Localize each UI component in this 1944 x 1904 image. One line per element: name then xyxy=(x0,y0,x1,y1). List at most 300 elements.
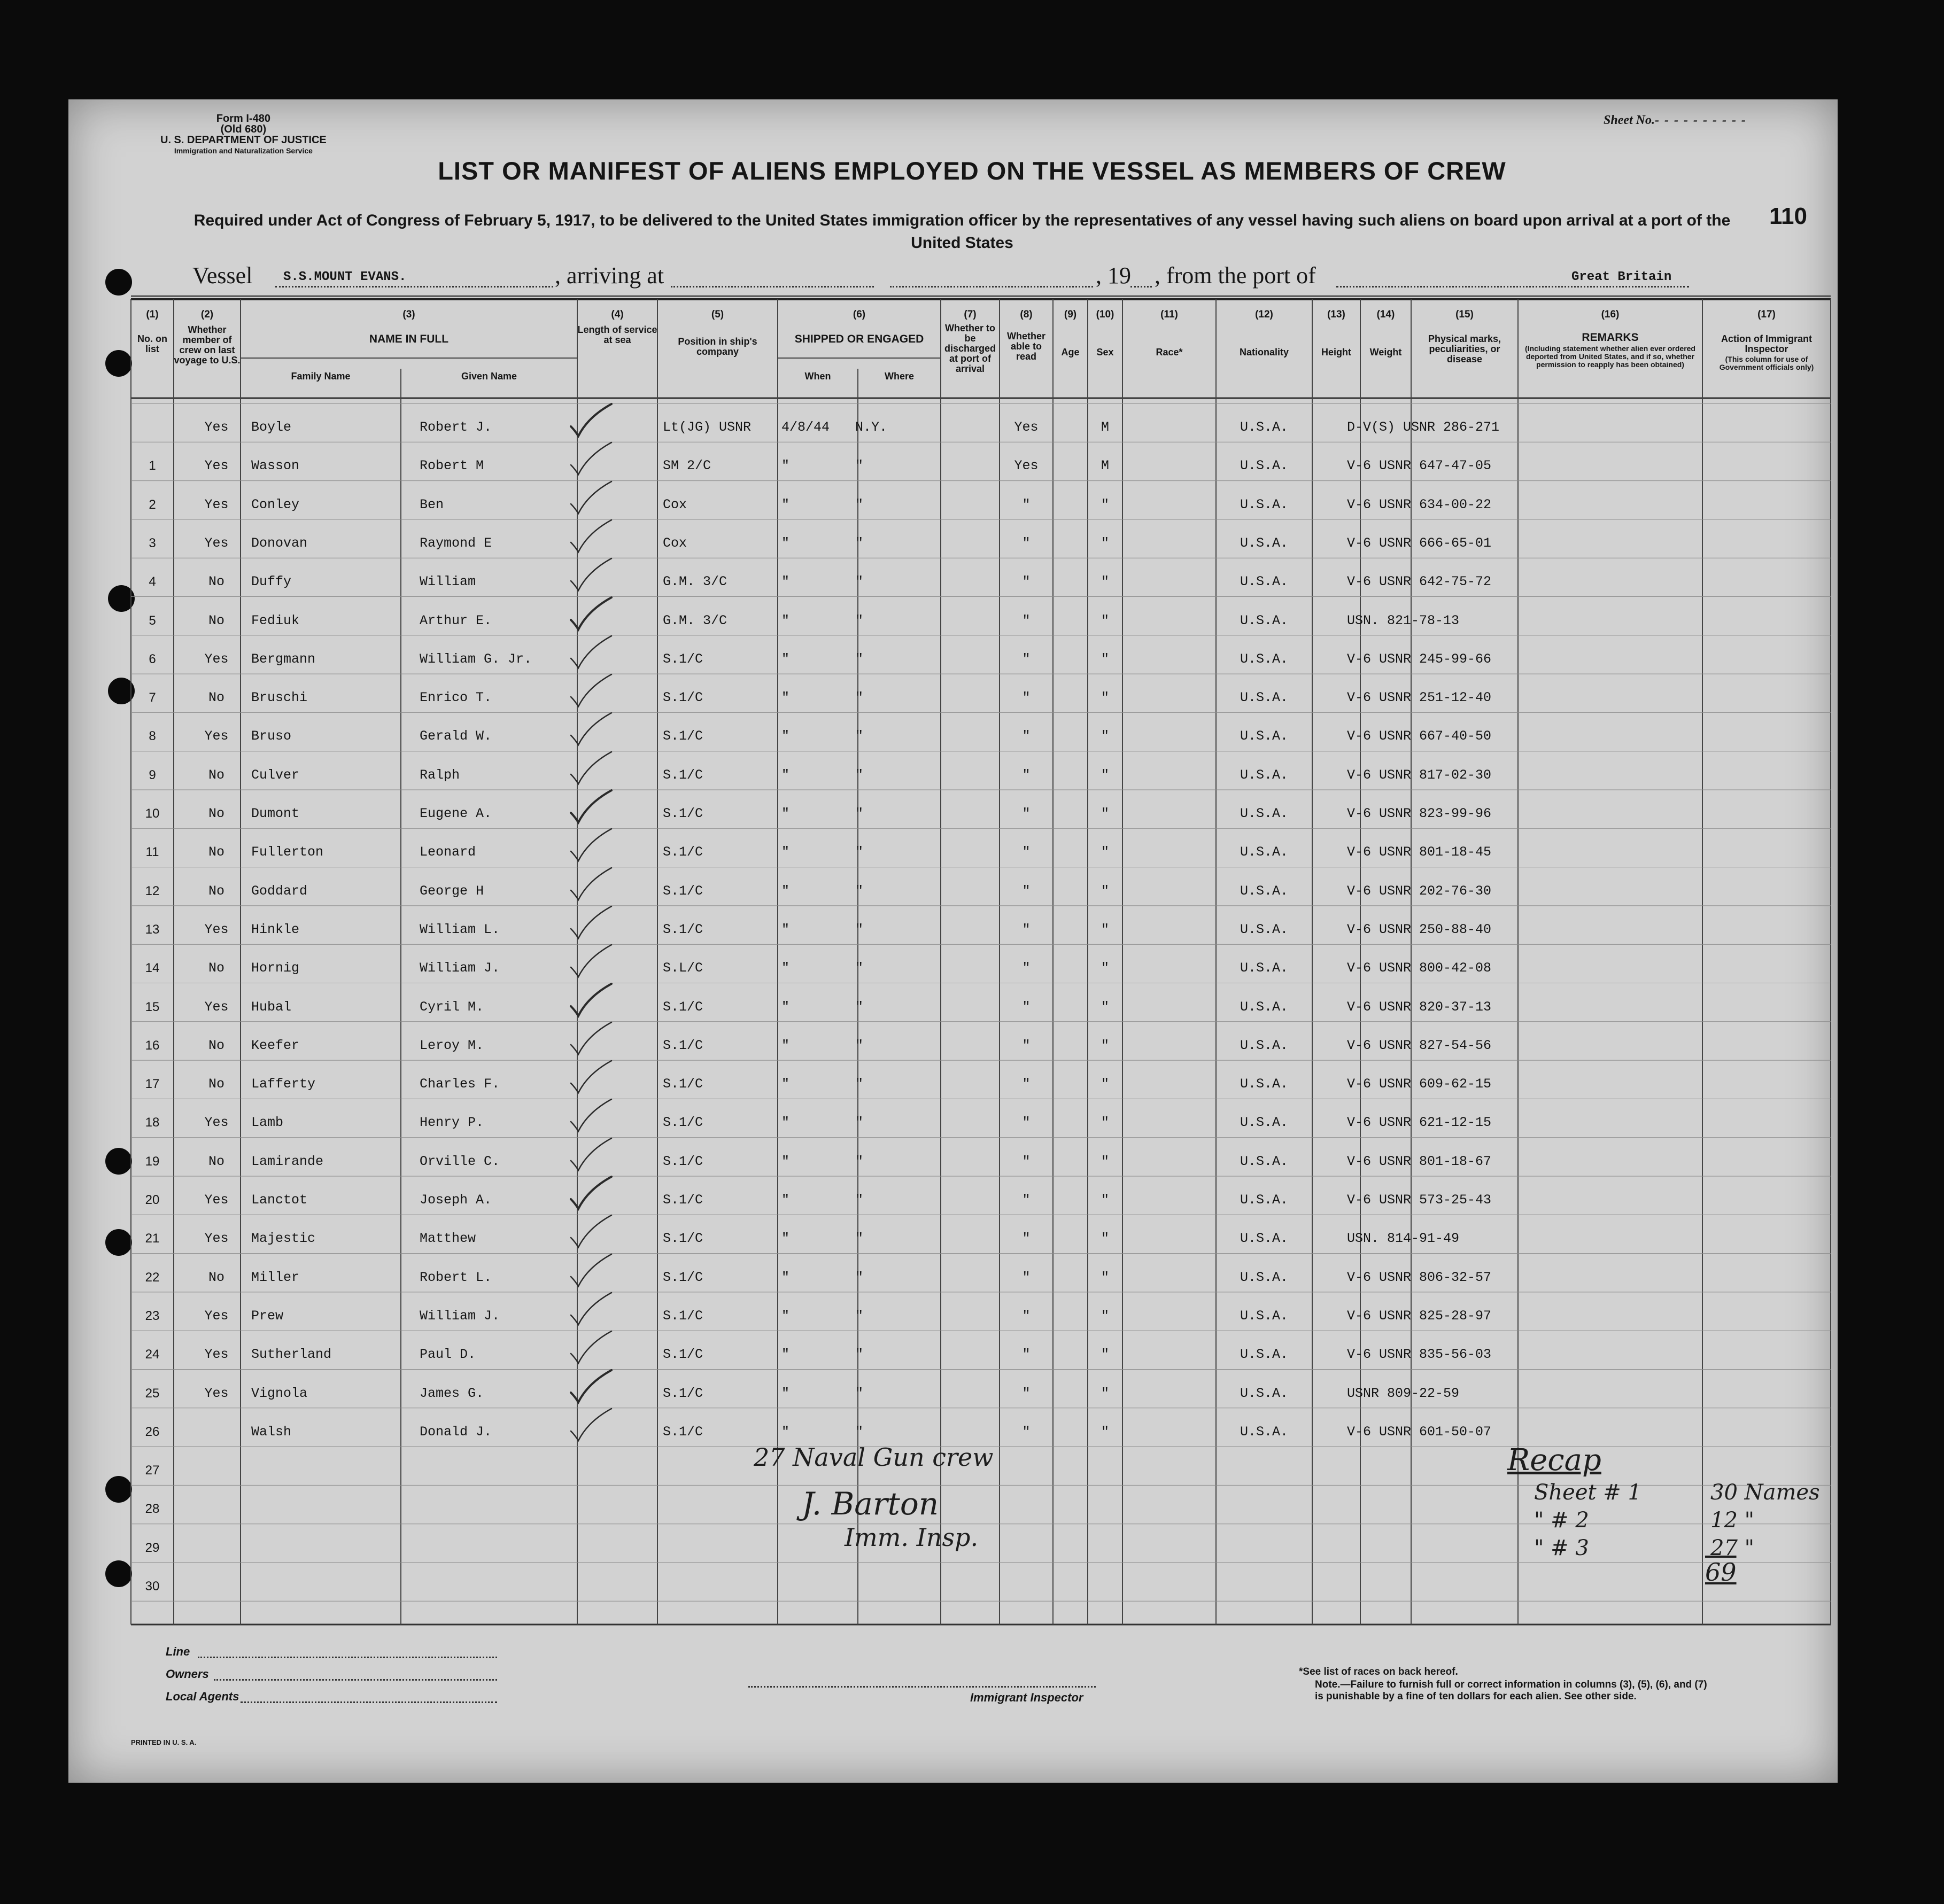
row-number: 27 xyxy=(145,1463,160,1478)
punch-hole xyxy=(105,269,132,296)
check-mark xyxy=(567,865,615,902)
cell-given: Orville C. xyxy=(420,1153,500,1169)
cell-given: Donald J. xyxy=(420,1424,492,1440)
cell-when: " xyxy=(781,883,790,899)
row-number: 16 xyxy=(145,1038,160,1053)
cell-prev: No xyxy=(208,1153,224,1169)
column-header-where: Where xyxy=(884,371,914,382)
cell-given: William J. xyxy=(420,960,500,976)
cell-where: " xyxy=(855,1192,864,1208)
cell-family: Sutherland xyxy=(251,1347,332,1363)
cell-given: Cyril M. xyxy=(420,999,484,1015)
column-number: (9) xyxy=(1064,309,1077,320)
cell-prev: Yes xyxy=(204,419,229,435)
cell-prev: No xyxy=(208,690,224,706)
cell-position: S.1/C xyxy=(663,844,703,860)
cell-read: Yes xyxy=(1014,419,1039,435)
cell-nationality: U.S.A. xyxy=(1240,1308,1288,1324)
row-number: 7 xyxy=(149,690,156,705)
cell-service: V-6 USNR 817-02-30 xyxy=(1347,767,1492,783)
column-header-height: Height xyxy=(1321,347,1351,358)
cell-service: V-6 USNR 801-18-67 xyxy=(1347,1153,1492,1169)
cell-given: Leonard xyxy=(420,844,476,860)
cell-position: S.1/C xyxy=(663,999,703,1015)
column-header-shipped-or-engaged: SHIPPED OR ENGAGED xyxy=(794,333,924,345)
cell-nationality xyxy=(1216,1537,1312,1559)
cell-read: " xyxy=(1022,767,1031,783)
cell-prev: No xyxy=(208,960,224,976)
cell-where: " xyxy=(855,1076,864,1092)
row-number: 1 xyxy=(149,458,156,473)
row-number: 4 xyxy=(149,574,156,589)
form-old-number: (Old 680) xyxy=(220,123,267,135)
cell-when: " xyxy=(781,1192,790,1208)
cell-position: S.1/C xyxy=(663,1115,703,1131)
cell-sex xyxy=(1088,1460,1122,1481)
cell-when: " xyxy=(781,806,790,821)
cell-sex: " xyxy=(1101,1269,1109,1285)
cell-service: V-6 USNR 609-62-15 xyxy=(1347,1076,1492,1092)
cell-read xyxy=(1000,1576,1053,1597)
cell-given: Paul D. xyxy=(420,1347,476,1363)
cell-when: " xyxy=(781,1347,790,1363)
cell-position: S.1/C xyxy=(663,1153,703,1169)
cell-nationality: U.S.A. xyxy=(1240,1115,1288,1131)
cell-read: " xyxy=(1022,1347,1031,1363)
cell-prev: Yes xyxy=(204,535,229,551)
cell-when: " xyxy=(781,844,790,860)
row-number xyxy=(131,417,174,438)
cell-family: Bruschi xyxy=(251,690,308,706)
cell-service: V-6 USNR 801-18-45 xyxy=(1347,844,1492,860)
row-number: 25 xyxy=(145,1386,160,1401)
cell-family: Prew xyxy=(251,1308,284,1324)
check-mark xyxy=(567,671,615,709)
cell-family: Boyle xyxy=(251,419,292,435)
cell-read: Yes xyxy=(1014,458,1039,474)
cell-where: " xyxy=(855,1231,864,1247)
cell-nationality: U.S.A. xyxy=(1240,612,1288,628)
cell-where: " xyxy=(855,574,864,590)
recap-count: 27 " xyxy=(1710,1536,1755,1560)
handwritten-note: 27 Naval Gun crew xyxy=(754,1443,994,1472)
cell-read: " xyxy=(1022,806,1031,821)
cell-read: " xyxy=(1022,496,1031,512)
cell-family: Duffy xyxy=(251,574,292,590)
cell-where: " xyxy=(855,1347,864,1363)
cell-family: Walsh xyxy=(251,1424,292,1440)
column-number: (13) xyxy=(1327,309,1345,320)
cell-family: Keefer xyxy=(251,1037,300,1053)
column-header-discharged: Whether to be discharged at port of arrival xyxy=(944,323,996,374)
cell-family: Fediuk xyxy=(251,612,300,628)
cell-service: USN. 821-78-13 xyxy=(1347,612,1460,628)
cell-position: S.1/C xyxy=(663,767,703,783)
cell-nationality: U.S.A. xyxy=(1240,883,1288,899)
cell-given: Leroy M. xyxy=(420,1037,484,1053)
check-mark xyxy=(567,710,615,747)
cell-prev: Yes xyxy=(204,651,229,667)
service-name: Immigration and Naturalization Service xyxy=(174,146,313,155)
cell-prev xyxy=(182,1460,251,1481)
cell-given: Charles F. xyxy=(420,1076,500,1092)
inspector-signature: J. Barton xyxy=(802,1486,939,1522)
cell-prev: Yes xyxy=(204,1347,229,1363)
cell-service: USNR 809-22-59 xyxy=(1347,1385,1460,1401)
cell-family: Dumont xyxy=(251,806,300,821)
cell-position: S.1/C xyxy=(663,1192,703,1208)
check-mark xyxy=(567,942,615,979)
cell-read: " xyxy=(1022,883,1031,899)
cell-where: " xyxy=(855,844,864,860)
cell-read: " xyxy=(1022,1153,1031,1169)
owners-label: Owners xyxy=(166,1667,209,1681)
column-header-inspector-note: (This column for use of Government officials only) xyxy=(1719,355,1814,371)
cell-prev: Yes xyxy=(204,728,229,744)
cell-sex: " xyxy=(1101,883,1109,899)
column-header-nationality: Nationality xyxy=(1239,347,1289,358)
cell-family: Wasson xyxy=(251,458,300,474)
page-subtitle: Required under Act of Congress of February 5, 1917, to be delivered to the United States immigration officer by the representatives of any vessel having such aliens on board upon arrival at a port of the United States xyxy=(193,212,1731,252)
cell-where: " xyxy=(855,690,864,706)
page-title: LIST OR MANIFEST OF ALIENS EMPLOYED ON THE VESSEL AS MEMBERS OF CREW xyxy=(438,157,1506,185)
check-mark xyxy=(567,1251,615,1288)
cell-read xyxy=(1000,1498,1053,1520)
form-number: Form I-480 xyxy=(216,113,270,125)
column-number: (12) xyxy=(1255,309,1273,320)
cell-where: " xyxy=(855,1037,864,1053)
cell-where: " xyxy=(855,1424,864,1440)
cell-read: " xyxy=(1022,1115,1031,1131)
cell-when: " xyxy=(781,458,790,474)
inspector-signature-title: Imm. Insp. xyxy=(845,1523,979,1552)
cell-service: V-6 USNR 647-47-05 xyxy=(1347,458,1492,474)
cell-position: S.1/C xyxy=(663,1385,703,1401)
cell-service: V-6 USNR 806-32-57 xyxy=(1347,1269,1492,1285)
column-header-inspector-action: Action of Immigrant Inspector xyxy=(1721,333,1812,354)
department-name: U. S. DEPARTMENT OF JUSTICE xyxy=(160,134,327,146)
column-header-position: Position in ship's company xyxy=(678,336,757,357)
cell-position: G.M. 3/C xyxy=(663,612,727,628)
cell-service: V-6 USNR 251-12-40 xyxy=(1347,690,1492,706)
cell-sex: " xyxy=(1101,1037,1109,1053)
column-header-sex: Sex xyxy=(1096,347,1114,358)
cell-where: " xyxy=(855,883,864,899)
cell-service: V-6 USNR 666-65-01 xyxy=(1347,535,1492,551)
cell-nationality: U.S.A. xyxy=(1240,1192,1288,1208)
cell-where: " xyxy=(855,767,864,783)
cell-when: " xyxy=(781,999,790,1015)
cell-family: Hornig xyxy=(251,960,300,976)
cell-given: Ben xyxy=(420,496,444,512)
cell-service: V-6 USNR 835-56-03 xyxy=(1347,1347,1492,1363)
cell-nationality: U.S.A. xyxy=(1240,767,1288,783)
row-number: 12 xyxy=(145,883,160,898)
cell-when: " xyxy=(781,612,790,628)
check-mark xyxy=(567,1135,615,1172)
column-number: (10) xyxy=(1096,309,1114,320)
cell-family: Bergmann xyxy=(251,651,316,667)
cell-read: " xyxy=(1022,1269,1031,1285)
cell-sex: " xyxy=(1101,535,1109,551)
punch-hole xyxy=(105,1229,132,1256)
cell-position: S.1/C xyxy=(663,728,703,744)
cell-nationality xyxy=(1216,1460,1312,1481)
row-number: 17 xyxy=(145,1077,160,1092)
cell-prev: Yes xyxy=(204,496,229,512)
cell-position: Cox xyxy=(663,496,687,512)
column-number: (3) xyxy=(402,309,415,320)
cell-given: George H xyxy=(420,883,484,899)
penalty-note: Note.—Failure to furnish full or correct information in columns (3), (5), (6), and (7) is punishable by a fine of ten dollars for each alien. See other side. xyxy=(1315,1679,1707,1702)
column-number: (14) xyxy=(1376,309,1395,320)
row-number: 10 xyxy=(145,806,160,821)
row-number: 20 xyxy=(145,1193,160,1207)
cell-nationality: U.S.A. xyxy=(1240,1231,1288,1247)
cell-nationality: U.S.A. xyxy=(1240,921,1288,937)
cell-position: S.1/C xyxy=(663,883,703,899)
cell-read: " xyxy=(1022,1385,1031,1401)
cell-sex: " xyxy=(1101,728,1109,744)
cell-sex: " xyxy=(1101,921,1109,937)
cell-nationality: U.S.A. xyxy=(1240,1385,1288,1401)
cell-family: Hubal xyxy=(251,999,292,1015)
cell-read xyxy=(1000,1460,1053,1481)
cell-service: V-6 USNR 202-76-30 xyxy=(1347,883,1492,899)
cell-when: " xyxy=(781,1424,790,1440)
cell-given: Joseph A. xyxy=(420,1192,492,1208)
cell-when: 4/8/44 xyxy=(781,419,830,435)
check-mark xyxy=(567,981,615,1018)
cell-family: Lamb xyxy=(251,1115,284,1131)
cell-prev xyxy=(182,1498,251,1520)
cell-nationality: U.S.A. xyxy=(1240,728,1288,744)
recap-count: 30 Names xyxy=(1710,1480,1820,1505)
check-mark xyxy=(567,1174,615,1211)
cell-where: " xyxy=(855,1308,864,1324)
cell-sex: " xyxy=(1101,1424,1109,1440)
year-label: , 19 xyxy=(1096,262,1131,289)
vessel-label: Vessel xyxy=(192,262,253,289)
cell-read: " xyxy=(1022,1192,1031,1208)
cell-position: S.1/C xyxy=(663,690,703,706)
check-mark xyxy=(567,517,615,554)
check-mark xyxy=(567,401,615,438)
cell-given: Henry P. xyxy=(420,1115,484,1131)
row-number: 11 xyxy=(145,845,159,860)
cell-sex: " xyxy=(1101,1153,1109,1169)
column-number: (7) xyxy=(964,309,977,320)
row-number: 22 xyxy=(145,1270,160,1285)
column-number: (11) xyxy=(1160,309,1178,320)
cell-sex: " xyxy=(1101,496,1109,512)
column-number: (2) xyxy=(200,309,214,320)
cell-position: S.1/C xyxy=(663,651,703,667)
cell-prev: No xyxy=(208,883,224,899)
cell-family: Hinkle xyxy=(251,921,300,937)
column-header-remarks: REMARKS xyxy=(1582,331,1639,344)
cell-prev: Yes xyxy=(204,1308,229,1324)
races-note: *See list of races on back hereof. xyxy=(1299,1666,1458,1677)
cell-position: Cox xyxy=(663,535,687,551)
cell-service: V-6 USNR 642-75-72 xyxy=(1347,574,1492,590)
cell-given: William xyxy=(420,574,476,590)
check-mark xyxy=(567,555,615,593)
cell-nationality: U.S.A. xyxy=(1240,1424,1288,1440)
column-header-remarks-note: (Including statement whether alien ever ordered deported from United States, and if so, whether permission to reapply has been obtained) xyxy=(1525,344,1695,369)
cell-nationality xyxy=(1216,1498,1312,1520)
cell-nationality: U.S.A. xyxy=(1240,1269,1288,1285)
cell-service: V-6 USNR 573-25-43 xyxy=(1347,1192,1492,1208)
cell-sex: " xyxy=(1101,1385,1109,1401)
cell-sex xyxy=(1088,1498,1122,1520)
from-label: , from the port of xyxy=(1155,262,1316,289)
row-number: 26 xyxy=(145,1424,160,1439)
cell-position: S.1/C xyxy=(663,806,703,821)
cell-read: " xyxy=(1022,1231,1031,1247)
cell-nationality: U.S.A. xyxy=(1240,496,1288,512)
cell-where: " xyxy=(855,728,864,744)
row-number: 15 xyxy=(145,999,160,1014)
cell-position: S.1/C xyxy=(663,921,703,937)
cell-sex: M xyxy=(1101,419,1109,435)
cell-position: S.1/C xyxy=(663,1076,703,1092)
cell-prev: Yes xyxy=(204,1385,229,1401)
punch-hole xyxy=(105,1560,132,1587)
column-number: (17) xyxy=(1757,309,1776,320)
column-header-weight: Weight xyxy=(1369,347,1402,358)
cell-sex: M xyxy=(1101,458,1109,474)
row-number: 3 xyxy=(149,535,156,550)
column-header-no-on-list: No. on list xyxy=(137,333,167,354)
cell-when: " xyxy=(781,1385,790,1401)
cell-where: " xyxy=(855,612,864,628)
cell-nationality: U.S.A. xyxy=(1240,690,1288,706)
cell-when: " xyxy=(781,574,790,590)
cell-given: James G. xyxy=(420,1385,484,1401)
cell-when: " xyxy=(781,690,790,706)
column-header-race: Race* xyxy=(1156,347,1183,358)
cell-position: Lt(JG) USNR xyxy=(663,419,752,435)
cell-position: S.1/C xyxy=(663,1037,703,1053)
cell-where: " xyxy=(855,535,864,551)
cell-read: " xyxy=(1022,1037,1031,1053)
cell-service: V-6 USNR 800-42-08 xyxy=(1347,960,1492,976)
cell-when: " xyxy=(781,1037,790,1053)
cell-prev: Yes xyxy=(204,458,229,474)
row-number: 14 xyxy=(145,961,160,976)
column-header-when: When xyxy=(804,371,831,382)
check-mark xyxy=(567,1058,615,1095)
cell-nationality: U.S.A. xyxy=(1240,458,1288,474)
cell-position: S.L/C xyxy=(663,960,703,976)
column-header-given-name: Given Name xyxy=(461,371,517,382)
vessel-name: S.S.MOUNT EVANS. xyxy=(283,270,407,284)
cell-family: Majestic xyxy=(251,1231,316,1247)
cell-position: S.1/C xyxy=(663,1231,703,1247)
check-mark xyxy=(567,787,615,825)
immigrant-inspector-label: Immigrant Inspector xyxy=(970,1691,1083,1704)
row-number: 30 xyxy=(145,1579,160,1594)
cell-prev xyxy=(182,1576,251,1597)
column-number: (15) xyxy=(1455,309,1474,320)
cell-given: William L. xyxy=(420,921,500,937)
cell-when: " xyxy=(781,496,790,512)
cell-read: " xyxy=(1022,844,1031,860)
punch-hole xyxy=(105,1148,132,1175)
cell-sex: " xyxy=(1101,1347,1109,1363)
column-number: (16) xyxy=(1601,309,1620,320)
cell-given: William J. xyxy=(420,1308,500,1324)
check-mark xyxy=(567,633,615,670)
cell-sex: " xyxy=(1101,1192,1109,1208)
cell-where: " xyxy=(855,960,864,976)
cell-when: " xyxy=(781,960,790,976)
cell-read: " xyxy=(1022,1076,1031,1092)
cell-family: Lanctot xyxy=(251,1192,308,1208)
cell-sex: " xyxy=(1101,1308,1109,1324)
cell-given: Enrico T. xyxy=(420,690,492,706)
column-header-age: Age xyxy=(1061,347,1080,358)
row-number: 6 xyxy=(149,651,156,666)
cell-family: Lafferty xyxy=(251,1076,316,1092)
cell-prev: No xyxy=(208,844,224,860)
row-number: 13 xyxy=(145,922,160,937)
recap-total: 69 xyxy=(1705,1558,1737,1587)
cell-where: " xyxy=(855,1385,864,1401)
cell-nationality: U.S.A. xyxy=(1240,1347,1288,1363)
cell-given: Robert L. xyxy=(420,1269,492,1285)
arriving-label: , arriving at xyxy=(555,262,664,289)
cell-prev xyxy=(182,1537,251,1559)
check-mark xyxy=(567,439,615,477)
cell-when: " xyxy=(781,1076,790,1092)
cell-sex: " xyxy=(1101,1115,1109,1131)
cell-sex: " xyxy=(1101,1076,1109,1092)
cell-read: " xyxy=(1022,1308,1031,1324)
cell-read: " xyxy=(1022,921,1031,937)
cell-nationality: U.S.A. xyxy=(1240,535,1288,551)
cell-given: Eugene A. xyxy=(420,806,492,821)
cell-prev: No xyxy=(208,1076,224,1092)
cell-service: V-6 USNR 621-12-15 xyxy=(1347,1115,1492,1131)
cell-read: " xyxy=(1022,690,1031,706)
cell-family: Bruso xyxy=(251,728,292,744)
cell-prev: Yes xyxy=(204,999,229,1015)
cell-nationality: U.S.A. xyxy=(1240,1037,1288,1053)
recap-title: Recap xyxy=(1507,1443,1601,1478)
cell-where: " xyxy=(855,1115,864,1131)
cell-family: Vignola xyxy=(251,1385,308,1401)
column-header-previous-voyage: Whether member of crew on last voyage to U.S. xyxy=(174,324,241,366)
cell-prev: No xyxy=(208,574,224,590)
cell-nationality: U.S.A. xyxy=(1240,1076,1288,1092)
cell-nationality: U.S.A. xyxy=(1240,806,1288,821)
column-header-length-of-service: Length of service at sea xyxy=(577,324,657,345)
cell-service: V-6 USNR 601-50-07 xyxy=(1347,1424,1492,1440)
check-mark xyxy=(567,1212,615,1249)
cell-read: " xyxy=(1022,535,1031,551)
cell-service: V-6 USNR 245-99-66 xyxy=(1347,651,1492,667)
check-mark xyxy=(567,1367,615,1404)
row-number: 29 xyxy=(145,1540,160,1555)
cell-service: V-6 USNR 820-37-13 xyxy=(1347,999,1492,1015)
cell-service: V-6 USNR 667-40-50 xyxy=(1347,728,1492,744)
cell-prev: No xyxy=(208,1037,224,1053)
check-mark xyxy=(567,749,615,786)
check-mark xyxy=(567,1405,615,1443)
check-mark xyxy=(567,1289,615,1327)
